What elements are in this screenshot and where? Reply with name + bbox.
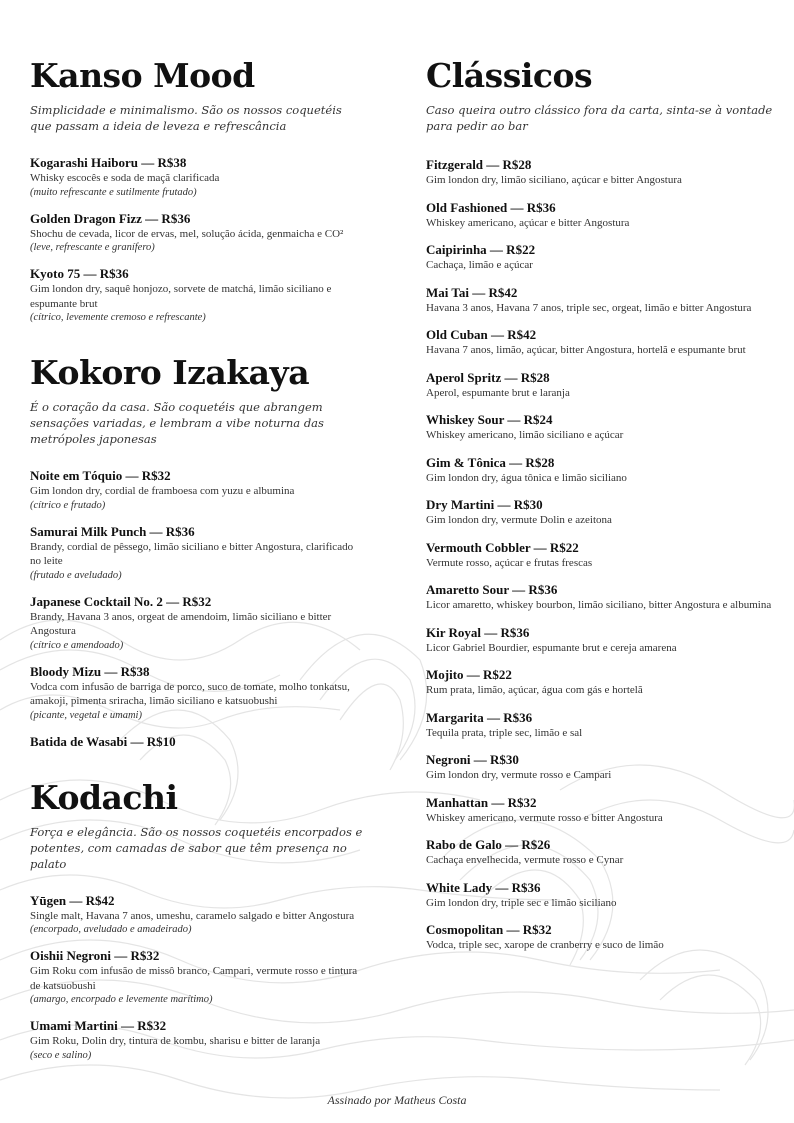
item-name-price: Old Fashioned — R$36 <box>426 199 556 215</box>
menu-item <box>426 156 786 188</box>
section-classicos <box>426 58 786 953</box>
menu-item <box>426 539 786 571</box>
item-name-price: Golden Dragon Fizz — R$36 <box>30 210 191 226</box>
item-tasting-notes: (seco e salino) <box>30 1049 92 1061</box>
item-name-price: Amaretto Sour — R$36 <box>426 582 558 597</box>
item-name-price: Old Cuban — R$42 <box>426 327 537 342</box>
item-ingredients: Gim Roku com infusão de missô branco, Campari, vermute rosso e tintura de katsuobushi <box>30 965 358 992</box>
section-kanso-mood <box>30 58 366 325</box>
item-ingredients: Whiskey americano, limão siciliano e açúcar <box>426 429 624 441</box>
section-description: Força e elegância. São os nossos coquetéis encorpados e potentes, com camadas de sabor que têm presença no palato <box>30 824 363 871</box>
menu-item <box>30 523 366 583</box>
item-name-price: Oishii Negroni — R$32 <box>30 948 160 963</box>
menu-item <box>426 709 786 741</box>
item-tasting-notes: (muito refrescante e sutilmente frutado) <box>30 186 197 198</box>
menu-item <box>426 411 786 443</box>
section-title: Kodachi <box>30 777 178 817</box>
item-tasting-notes: (cítrico e amendoado) <box>30 639 124 651</box>
item-ingredients: Licor amaretto, whiskey bourbon, limão siciliano, bitter Angostura e albumina <box>426 599 772 611</box>
menu-item <box>426 666 786 698</box>
item-name-price: Cosmopolitan — R$32 <box>426 922 552 937</box>
item-name-price: Caipirinha — R$22 <box>426 242 536 257</box>
item-ingredients: Shochu de cevada, licor de ervas, mel, solução ácida, genmaicha e CO² <box>30 227 344 240</box>
item-name-price: Noite em Tóquio — R$32 <box>30 468 171 483</box>
item-ingredients: Havana 3 anos, Havana 7 anos, triple sec, orgeat, limão e bitter Angostura <box>426 301 752 314</box>
menu-item <box>30 1017 366 1063</box>
menu-item <box>30 733 366 750</box>
item-name-price: Japanese Cocktail No. 2 — R$32 <box>30 593 212 609</box>
item-ingredients: Cachaça, limão e açúcar <box>426 259 533 271</box>
item-name-price: Kogarashi Haiboru — R$38 <box>30 155 187 170</box>
item-tasting-notes: (frutado e aveludado) <box>30 569 122 581</box>
right-column <box>426 58 786 1080</box>
signature: Assinado por Matheus Costa <box>327 1093 467 1107</box>
item-name-price: Dry Martini — R$30 <box>426 497 543 512</box>
section-description: Simplicidade e minimalismo. São os nossos coquetéis que passam a ideia de leveza e refrescância <box>30 103 342 133</box>
section-kokoro-izakaya <box>30 355 366 750</box>
item-tasting-notes: (encorpado, aveludado e amadeirado) <box>30 924 192 935</box>
item-ingredients: Vodca com infusão de barriga de porco, suco de tomate, molho tonkatsu, amakoji, pimenta sriracha, limão siciliano e katsuobushi <box>30 680 350 707</box>
item-name-price: Samurai Milk Punch — R$36 <box>30 523 195 539</box>
section-kodachi <box>30 777 366 1063</box>
item-name-price: Bloody Mizu — R$38 <box>30 663 150 679</box>
item-name-price: Mai Tai — R$42 <box>426 284 518 300</box>
section-description: Caso queira outro clássico fora da carta, sinta-se à vontade para pedir ao bar <box>426 103 773 133</box>
menu-item <box>426 751 786 783</box>
item-tasting-notes: (picante, vegetal e umami) <box>30 709 142 721</box>
item-ingredients: Licor Gabriel Bourdier, espumante brut e cereja amarena <box>426 641 677 654</box>
section-title: Kanso Mood <box>30 56 255 95</box>
item-ingredients: Vodca, triple sec, xarope de cranberry e suco de limão <box>426 939 664 951</box>
item-ingredients: Cachaça envelhecida, vermute rosso e Cynar <box>426 854 624 866</box>
menu-item <box>426 326 786 358</box>
item-ingredients: Gim london dry, água tônica e limão siciliano <box>426 471 627 484</box>
classics-list <box>426 156 786 953</box>
left-column <box>30 58 366 1080</box>
item-ingredients: Gim Roku, Dolin dry, tintura de kombu, sharisu e bitter de laranja <box>30 1035 321 1047</box>
menu-item <box>426 581 786 613</box>
item-name-price: Whiskey Sour — R$24 <box>426 412 553 427</box>
item-ingredients: Vermute rosso, açúcar e frutas frescas <box>426 556 593 569</box>
menu-item <box>426 496 786 528</box>
item-ingredients: Brandy, cordial de pêssego, limão siciliano e bitter Angostura, clarificado no leite <box>30 540 354 567</box>
item-name-price: Aperol Spritz — R$28 <box>426 369 550 385</box>
item-ingredients: Single malt, Havana 7 anos, umeshu, caramelo salgado e bitter Angostura <box>30 909 355 922</box>
item-name-price: Fitzgerald — R$28 <box>426 157 532 172</box>
item-tasting-notes: (cítrico, levemente cremoso e refrescante) <box>30 312 206 323</box>
item-ingredients: Gim london dry, cordial de framboesa com yuzu e albumina <box>30 485 295 497</box>
menu-item <box>426 454 786 486</box>
item-tasting-notes: (cítrico e frutado) <box>30 499 106 511</box>
item-name-price: Manhattan — R$32 <box>426 794 537 810</box>
item-tasting-notes: (leve, refrescante e granífero) <box>30 242 155 253</box>
item-name-price: Mojito — R$22 <box>426 667 512 682</box>
item-ingredients: Whiskey americano, açúcar e bitter Angostura <box>426 216 630 229</box>
item-ingredients: Gim london dry, vermute rosso e Campari <box>426 769 612 781</box>
menu-item <box>426 624 786 656</box>
item-ingredients: Havana 7 anos, limão, açúcar, bitter Angostura, hortelã e espumante brut <box>426 344 746 356</box>
menu-item <box>30 154 366 200</box>
item-name-price: Batida de Wasabi — R$10 <box>30 733 176 749</box>
menu-item <box>30 663 366 723</box>
item-ingredients: Brandy, Havana 3 anos, orgeat de amendoim, limão siciliano e bitter Angostura <box>30 610 332 637</box>
menu-item <box>30 947 366 1007</box>
item-name-price: Negroni — R$30 <box>426 752 519 767</box>
item-ingredients: Gim london dry, vermute Dolin e azeitona <box>426 514 612 526</box>
item-ingredients: Whisky escocês e soda de maçã clarificada <box>30 172 220 184</box>
menu-item <box>426 284 786 316</box>
item-ingredients: Rum prata, limão, açúcar, água com gás e hortelã <box>426 684 643 696</box>
menu-item <box>30 210 366 256</box>
menu-item <box>426 879 786 911</box>
section-title: Kokoro Izakaya <box>30 353 310 392</box>
menu-item <box>426 241 786 273</box>
menu-item <box>426 794 786 826</box>
section-title: Clássicos <box>426 56 593 95</box>
section-description: É o coração da casa. São coquetéis que abrangem sensações variadas, e lembram a vibe noturna das metrópoles japonesas <box>30 400 324 446</box>
menu-item <box>30 593 366 653</box>
menu-item <box>30 892 366 938</box>
item-ingredients: Gim london dry, triple sec e limão siciliano <box>426 896 617 909</box>
menu-item <box>426 836 786 868</box>
item-name-price: Rabo de Galo — R$26 <box>426 837 551 852</box>
menu-item <box>426 369 786 401</box>
item-name-price: Margarita — R$36 <box>426 709 533 725</box>
item-ingredients: Tequila prata, triple sec, limão e sal <box>426 726 583 739</box>
item-ingredients: Gim london dry, saquê honjozo, sorvete de matchá, limão siciliano e espumante brut <box>30 283 332 310</box>
item-name-price: Kir Royal — R$36 <box>426 624 530 640</box>
item-name-price: Yūgen — R$42 <box>30 892 115 908</box>
menu-item <box>426 921 786 953</box>
item-name-price: Gim & Tônica — R$28 <box>426 454 555 470</box>
item-name-price: Vermouth Cobbler — R$22 <box>426 539 579 555</box>
item-name-price: Kyoto 75 — R$36 <box>30 266 129 281</box>
item-ingredients: Gim london dry, limão siciliano, açúcar e bitter Angostura <box>426 174 682 186</box>
item-tasting-notes: (amargo, encorpado e levemente marítimo) <box>30 994 213 1005</box>
menu-item <box>30 265 366 325</box>
item-name-price: Umami Martini — R$32 <box>30 1018 167 1033</box>
menu-item <box>30 467 366 513</box>
item-ingredients: Whiskey americano, vermute rosso e bitter Angostura <box>426 811 663 824</box>
item-name-price: White Lady — R$36 <box>426 879 541 895</box>
item-ingredients: Aperol, espumante brut e laranja <box>426 386 570 399</box>
menu-item <box>426 199 786 231</box>
